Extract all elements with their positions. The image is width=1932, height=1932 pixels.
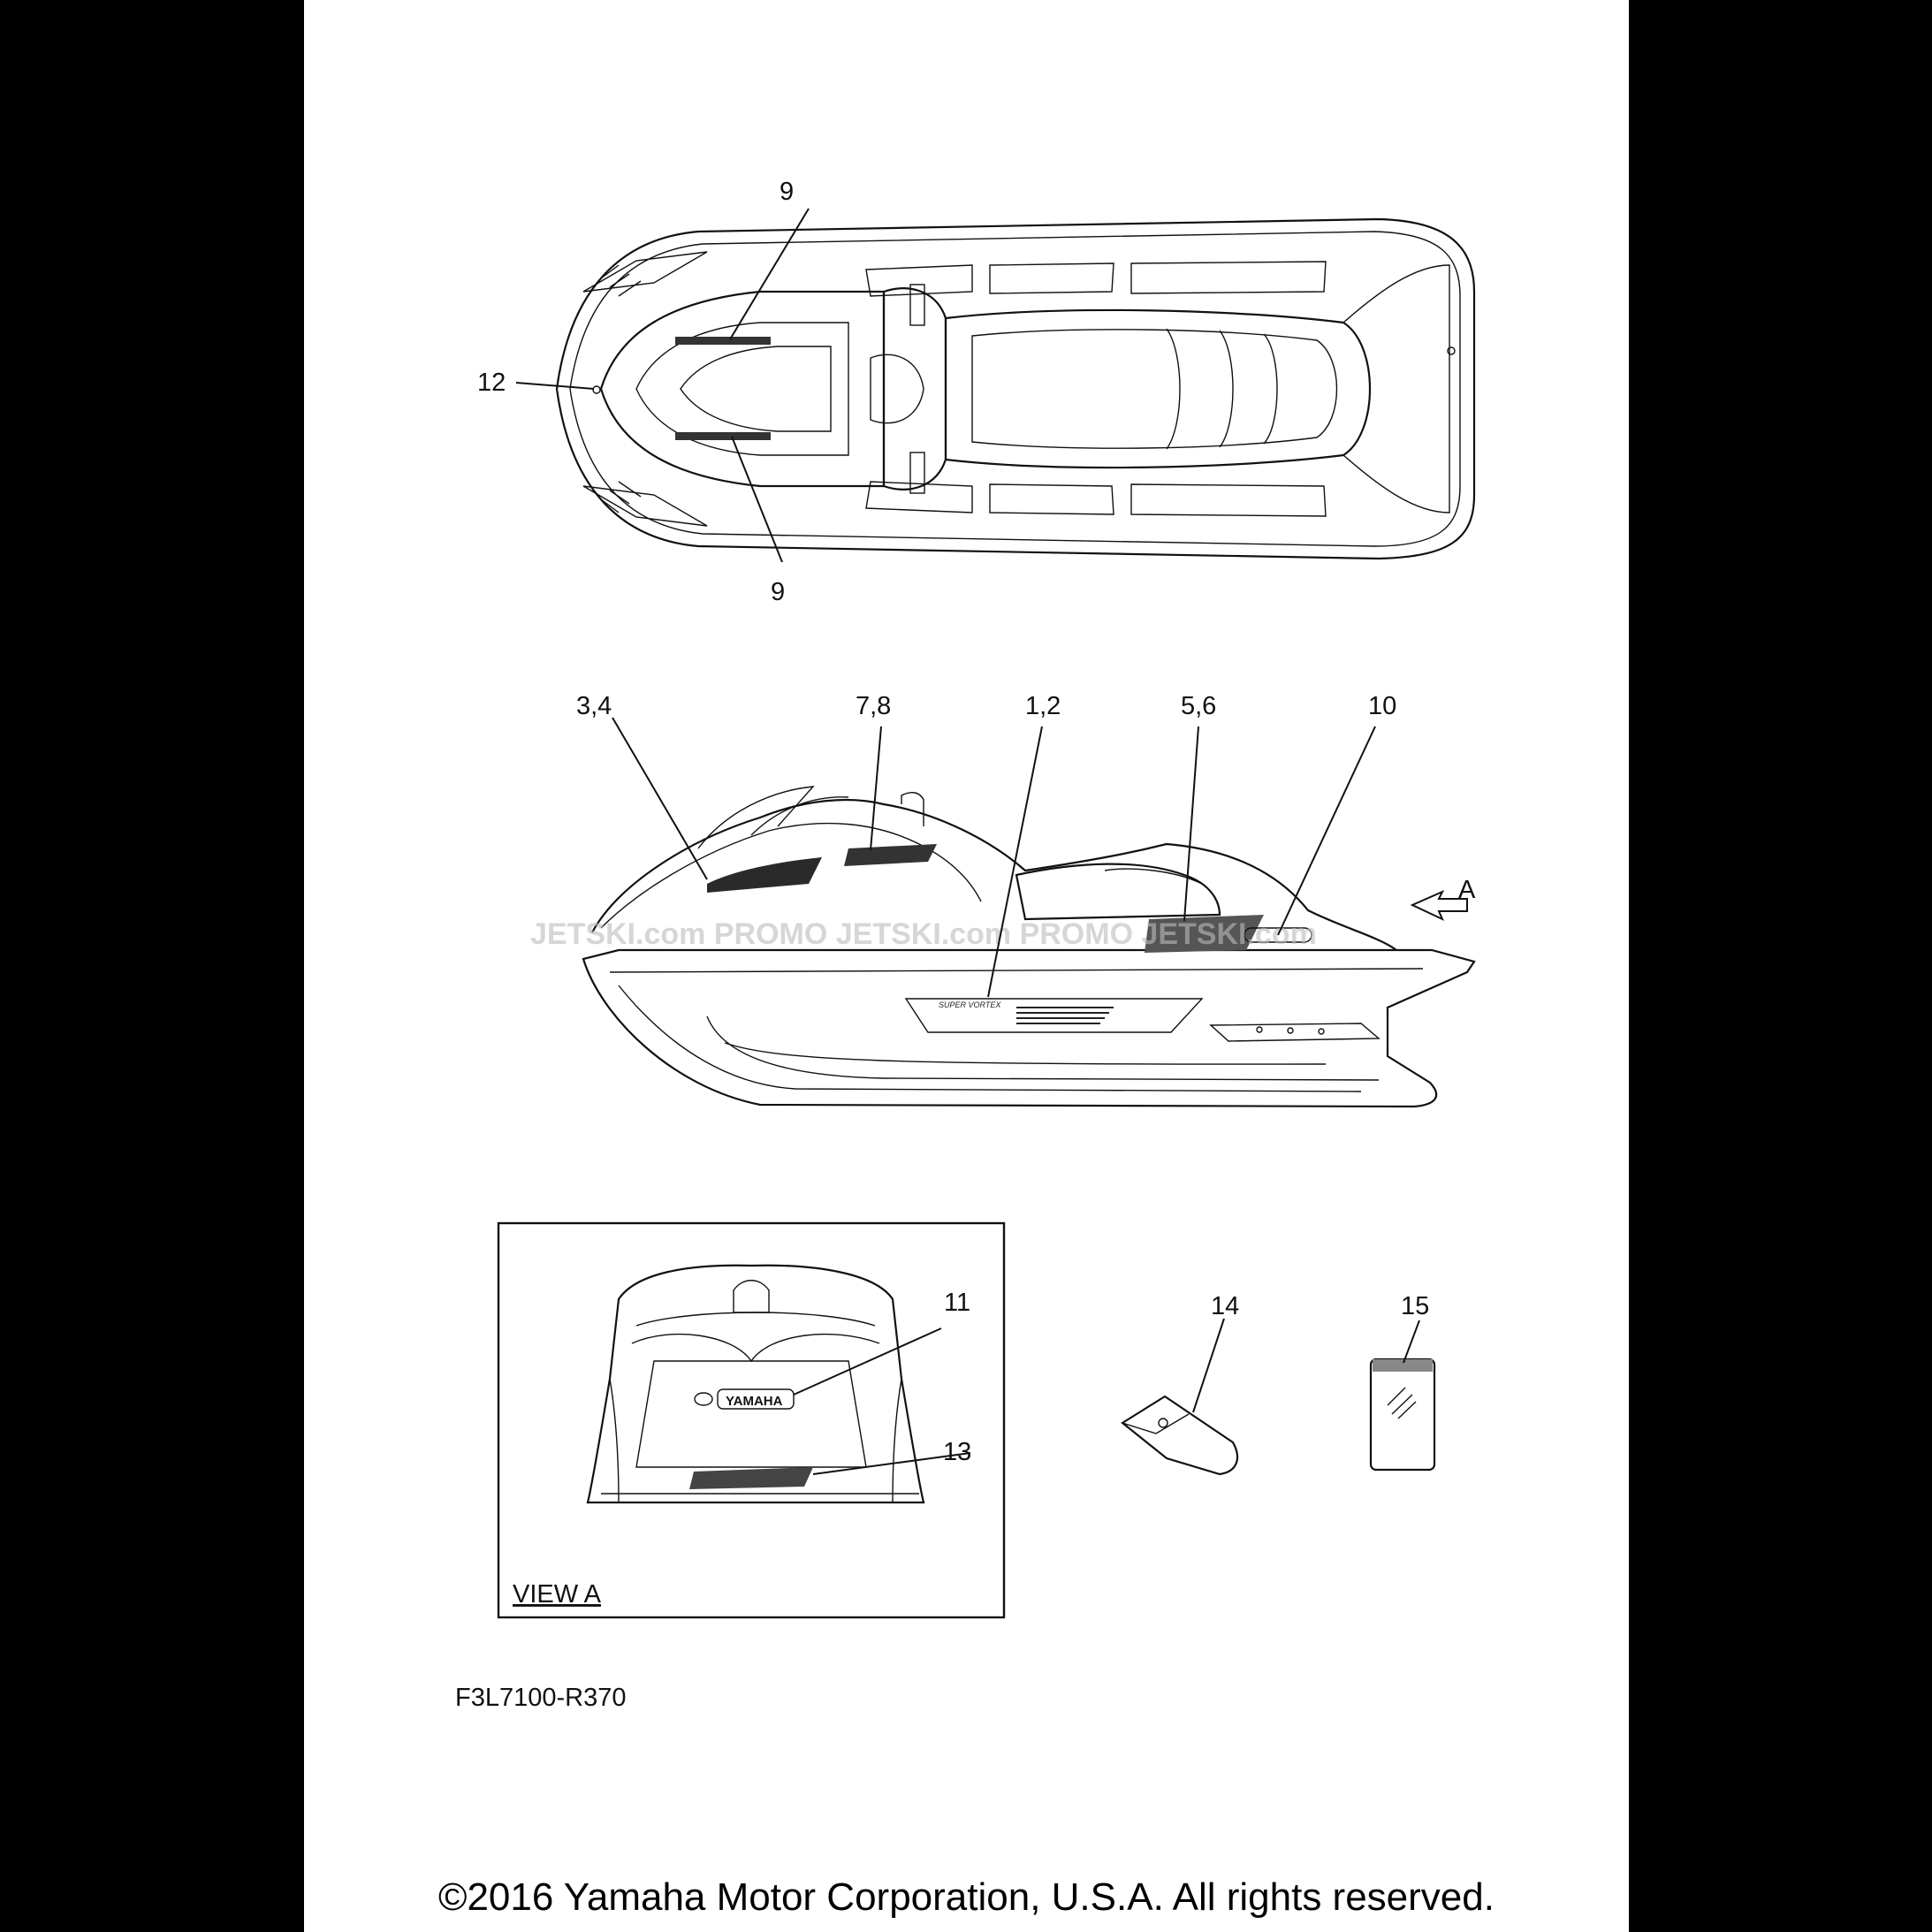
callout-7-8: 7,8 <box>856 692 892 720</box>
yamaha-badge-text: YAMAHA <box>726 1394 783 1409</box>
parts-diagram <box>304 0 1629 1932</box>
callout-13: 13 <box>943 1438 972 1466</box>
leader-3-4 <box>612 718 707 879</box>
diagram-page <box>304 0 1629 1932</box>
callout-10: 10 <box>1368 692 1397 720</box>
watermark: JETSKI.com PROMO JETSKI.com PROMO JETSKI.com <box>530 917 1317 951</box>
leader-1-2 <box>988 726 1042 997</box>
figure-code: F3L7100-R370 <box>455 1684 627 1712</box>
callout-9-top: 9 <box>780 178 795 206</box>
leader-10 <box>1278 726 1375 935</box>
callout-12: 12 <box>477 369 506 397</box>
leader-5-6 <box>1184 726 1198 921</box>
decal-vortex-text: SUPER VORTEX <box>939 1000 1001 1009</box>
callout-11: 11 <box>944 1289 971 1317</box>
callout-15: 15 <box>1401 1292 1430 1320</box>
callout-14: 14 <box>1211 1292 1240 1320</box>
callout-view-a: A <box>1458 876 1476 904</box>
side-view-watercraft <box>530 787 1474 1107</box>
view-a-label: VIEW A <box>513 1580 601 1609</box>
part-15-bag <box>1371 1359 1434 1470</box>
leader-14 <box>1193 1319 1224 1412</box>
leader-12 <box>516 383 594 389</box>
callout-1-2: 1,2 <box>1025 692 1061 720</box>
view-a-frame <box>498 1223 1004 1617</box>
part-14-pouch <box>1122 1396 1237 1474</box>
copyright-notice: ©2016 Yamaha Motor Corporation, U.S.A. All rights reserved. <box>438 1875 1495 1919</box>
leader-7-8 <box>871 726 881 850</box>
callout-3-4: 3,4 <box>576 692 612 720</box>
leader-9-top <box>730 209 809 339</box>
callout-9-bottom: 9 <box>771 578 786 606</box>
leader-15 <box>1403 1320 1419 1363</box>
top-view-watercraft <box>557 219 1474 559</box>
callout-5-6: 5,6 <box>1181 692 1217 720</box>
